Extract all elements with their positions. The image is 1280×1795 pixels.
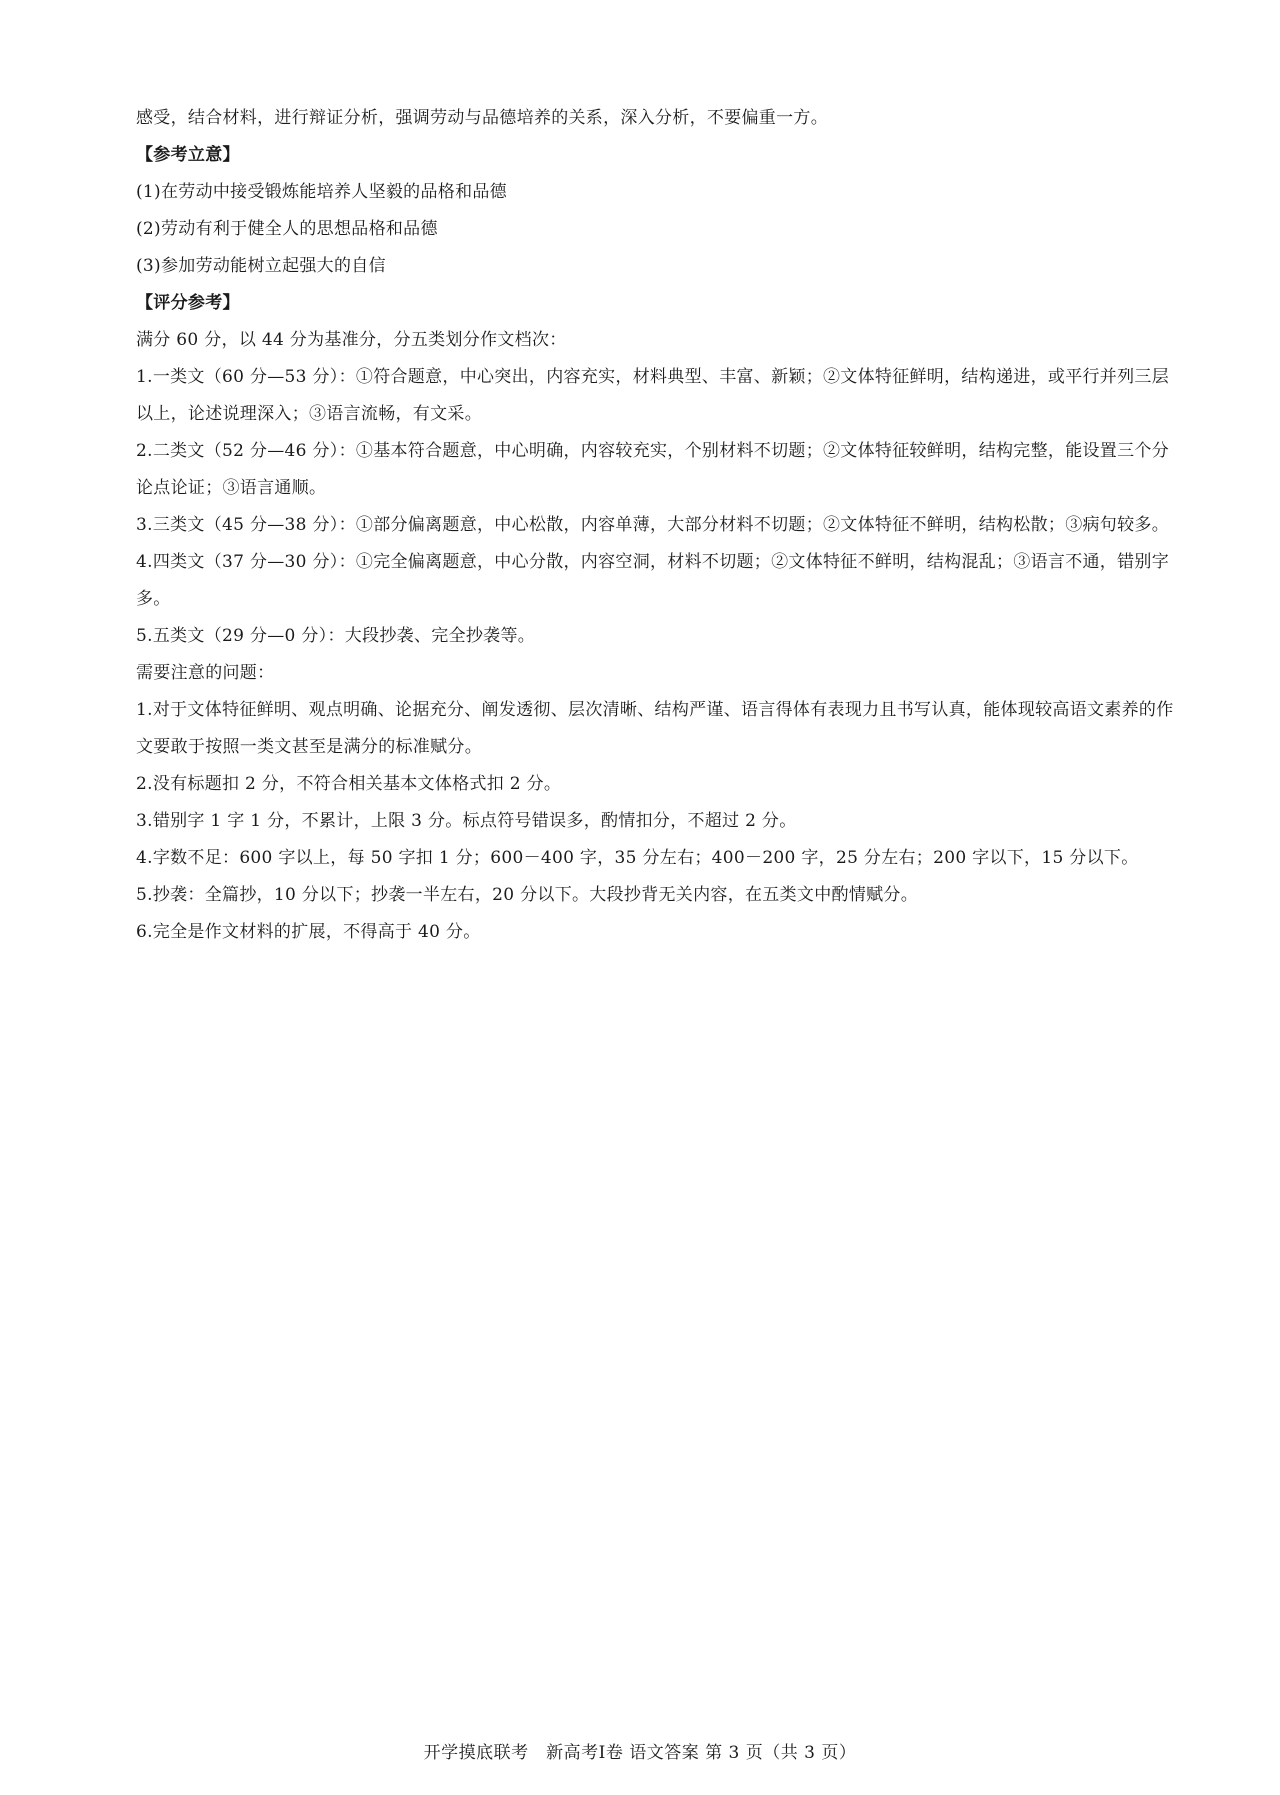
intent-item: (1)在劳动中接受锻炼能培养人坚毅的品格和品德 xyxy=(136,182,507,202)
scoring-level: 4.四类文（37 分—30 分）：①完全偏离题意，中心分散，内容空洞，材料不切题；②文体特征不鲜明，结构混乱；③语言不通，错别字多。 xyxy=(136,552,1169,609)
note-item: 1.对于文体特征鲜明、观点明确、论据充分、阐发透彻、层次清晰、结构严谨、语言得体有表现力且书写认真，能体现较高语文素养的作文要敢于按照一类文甚至是满分的标准赋分。 xyxy=(136,700,1174,757)
scoring-level: 3.三类文（45 分—38 分）：①部分偏离题意，中心松散，内容单薄，大部分材料不切题；②文体特征不鲜明，结构松散；③病句较多。 xyxy=(136,515,1169,535)
scoring-level: 5.五类文（29 分—0 分）：大段抄袭、完全抄袭等。 xyxy=(136,626,536,646)
page-footer: 开学摸底联考 新高考Ⅰ卷 语文答案 第 3 页（共 3 页） xyxy=(423,1743,857,1763)
scoring-heading: 【评分参考】 xyxy=(136,293,240,313)
notes-heading: 需要注意的问题： xyxy=(136,663,275,683)
scoring-level: 1.一类文（60 分—53 分）：①符合题意，中心突出，内容充实，材料典型、丰富、新颖；②文体特征鲜明，结构递进，或平行并列三层以上，论述说理深入；③语言流畅，有文采。 xyxy=(136,367,1169,424)
answer-content xyxy=(136,100,1176,951)
intro-text: 感受，结合材料，进行辩证分析，强调劳动与品德培养的关系，深入分析，不要偏重一方。 xyxy=(136,108,828,128)
note-item: 3.错别字 1 字 1 分，不累计，上限 3 分。标点符号错误多，酌情扣分，不超过 2 分。 xyxy=(136,811,797,831)
intent-item: (2)劳动有利于健全人的思想品格和品德 xyxy=(136,219,438,239)
note-item: 2.没有标题扣 2 分，不符合相关基本文体格式扣 2 分。 xyxy=(136,774,562,794)
reference-intent-heading: 【参考立意】 xyxy=(136,145,240,165)
note-item: 6.完全是作文材料的扩展，不得高于 40 分。 xyxy=(136,922,481,942)
note-item: 4.字数不足：600 字以上，每 50 字扣 1 分；600－400 字，35 分左右；400－200 字，25 分左右；200 字以下，15 分以下。 xyxy=(136,848,1139,868)
scoring-summary: 满分 60 分，以 44 分为基准分，分五类划分作文档次： xyxy=(136,330,567,350)
note-item: 5.抄袭：全篇抄，10 分以下；抄袭一半左右，20 分以下。大段抄背无关内容，在五类文中酌情赋分。 xyxy=(136,885,918,905)
scoring-level: 2.二类文（52 分—46 分）：①基本符合题意，中心明确，内容较充实，个别材料不切题；②文体特征较鲜明，结构完整，能设置三个分论点论证；③语言通顺。 xyxy=(136,441,1169,498)
intent-item: (3)参加劳动能树立起强大的自信 xyxy=(136,256,386,276)
